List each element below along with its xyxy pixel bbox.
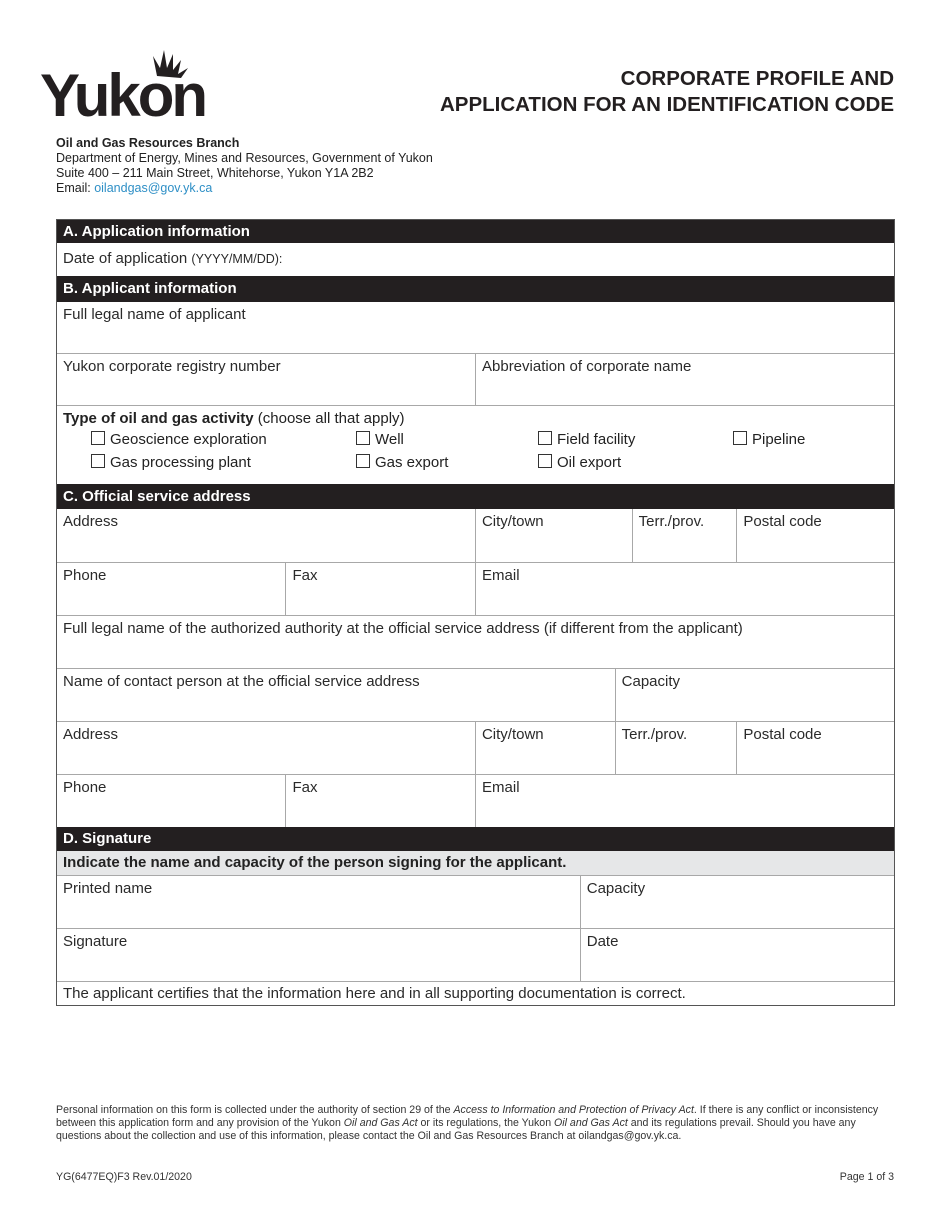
full-name-row [57, 302, 894, 353]
section-c-header: C. Official service address [57, 484, 894, 509]
application-form [56, 219, 895, 1006]
branch-department: Department of Energy, Mines and Resources, Government of Yukon [56, 151, 433, 165]
checkbox-well[interactable] [356, 431, 370, 445]
printed-name-row [57, 875, 894, 928]
date-format-hint: (YYYY/MM/DD): [191, 252, 283, 266]
phone-field[interactable] [57, 563, 285, 615]
signature-instruction: Indicate the name and capacity of the person signing for the applicant. [57, 851, 894, 875]
signer-capacity-label: Capacity [586, 880, 646, 897]
contact-phone-field[interactable] [57, 775, 285, 827]
activity-option-field-facility[interactable] [538, 431, 635, 448]
phone-label: Phone [63, 567, 107, 584]
full-legal-name-field[interactable] [57, 302, 894, 353]
activity-option-gas-export[interactable] [356, 454, 448, 471]
email-label: Email [482, 567, 520, 584]
form-code: YG(6477EQ)F3 Rev.01/2020 [56, 1171, 192, 1183]
contact-postal-code-label: Postal code [743, 726, 822, 743]
checkbox-geoscience[interactable] [91, 431, 105, 445]
contact-city-label: City/town [481, 726, 544, 743]
printed-name-field[interactable] [57, 876, 580, 928]
date-label: Date of application [63, 250, 188, 267]
section-a-header: A. Application information [57, 220, 894, 243]
terr-prov-field[interactable] [632, 509, 737, 562]
registry-number-field[interactable] [57, 354, 475, 405]
contact-person-field[interactable] [57, 669, 615, 721]
privacy-note-part: or its regulations, the Yukon [417, 1117, 555, 1129]
privacy-note-part: . If there is any conflict or inconsistency between this application form and any provision of the Yukon [56, 1104, 879, 1129]
contact-fax-field[interactable] [285, 775, 475, 827]
abbreviation-field[interactable] [475, 354, 894, 405]
email-label: Email: [56, 181, 95, 195]
activity-section [57, 406, 894, 484]
activity-options [63, 429, 888, 475]
activity-label: Type of oil and gas activity [63, 410, 254, 427]
section-d-header: D. Signature [57, 827, 894, 851]
form-title-line2: APPLICATION FOR AN IDENTIFICATION CODE [439, 93, 894, 116]
capacity-field[interactable] [615, 669, 894, 721]
date-row [57, 243, 894, 276]
branch-address: Suite 400 – 211 Main Street, Whitehorse, Yukon Y1A 2B2 [56, 166, 374, 180]
certification-text: The applicant certifies that the information here and in all supporting documentation is correct. [63, 985, 686, 1002]
signature-date-label: Date [586, 933, 619, 950]
full-legal-name-label: Full legal name of applicant [63, 306, 246, 323]
logo-text: Yukon [40, 62, 206, 120]
activity-option-pipeline[interactable] [733, 431, 805, 448]
activity-heading [63, 410, 888, 427]
city-label: City/town [481, 513, 544, 530]
activity-option-geoscience[interactable] [91, 431, 267, 448]
contact-fax-label: Fax [292, 779, 318, 796]
activity-hint: (choose all that apply) [253, 410, 405, 427]
branch-email-link[interactable]: oilandgas@gov.yk.ca [94, 181, 213, 195]
fax-field[interactable] [285, 563, 475, 615]
contact-city-field[interactable] [475, 722, 615, 774]
activity-row [57, 405, 894, 484]
email-field[interactable] [475, 563, 894, 615]
signature-row [57, 928, 894, 981]
contact-phone-label: Phone [63, 779, 107, 796]
contact-phone-row [57, 774, 894, 827]
signature-date-field[interactable] [580, 929, 894, 981]
postal-code-label: Postal code [743, 513, 822, 530]
activity-option-label: Well [375, 431, 404, 448]
branch-name: Oil and Gas Resources Branch [56, 136, 240, 150]
authorized-authority-label: Full legal name of the authorized authority at the official service address (if different from the applicant) [63, 620, 743, 637]
activity-option-gas-processing[interactable] [91, 454, 251, 471]
contact-person-label: Name of contact person at the official service address [63, 673, 420, 690]
contact-terr-prov-label: Terr./prov. [621, 726, 688, 743]
address-label: Address [63, 513, 119, 530]
authorized-authority-field[interactable] [57, 616, 894, 668]
contact-address-label: Address [63, 726, 119, 743]
form-title [440, 66, 894, 118]
checkbox-gas-export[interactable] [356, 454, 370, 468]
service-contact-row [57, 562, 894, 615]
authority-row [57, 615, 894, 668]
postal-code-field[interactable] [736, 509, 894, 562]
signer-capacity-field[interactable] [580, 876, 894, 928]
certification-row [57, 981, 894, 1005]
terr-prov-label: Terr./prov. [638, 513, 705, 530]
checkbox-field-facility[interactable] [538, 431, 552, 445]
page-number: Page 1 of 3 [839, 1171, 894, 1183]
contact-address-field[interactable] [57, 722, 475, 774]
service-address-row [57, 509, 894, 562]
activity-option-label: Oil export [557, 454, 622, 471]
checkbox-gas-processing[interactable] [91, 454, 105, 468]
activity-option-label: Pipeline [752, 431, 806, 448]
form-title-line1: CORPORATE PROFILE AND [620, 67, 894, 90]
privacy-notice [56, 1104, 896, 1143]
city-field[interactable] [475, 509, 632, 562]
privacy-note-part: and its regulations prevail. Should you have any questions about the collection and use of this information, please contact the Oil and Gas Resources Branch at oilandgas@gov.yk.ca. [56, 1117, 856, 1142]
branch-email-line [56, 181, 433, 196]
signature-field[interactable] [57, 929, 580, 981]
registry-number-label: Yukon corporate registry number [63, 358, 281, 375]
fax-label: Fax [292, 567, 318, 584]
registry-row [57, 353, 894, 405]
capacity-label: Capacity [621, 673, 681, 690]
contact-person-row [57, 668, 894, 721]
contact-terr-prov-field[interactable] [615, 722, 737, 774]
contact-postal-code-field[interactable] [736, 722, 894, 774]
contact-email-field[interactable] [475, 775, 894, 827]
yukon-logo [40, 46, 212, 120]
contact-address-row [57, 721, 894, 774]
abbreviation-label: Abbreviation of corporate name [482, 358, 692, 375]
activity-option-label: Gas processing plant [110, 454, 251, 471]
branch-info [56, 136, 433, 196]
activity-option-label: Field facility [557, 431, 636, 448]
signature-label: Signature [63, 933, 128, 950]
oil-gas-act-title: Oil and Gas Act [343, 1117, 418, 1129]
address-field[interactable] [57, 509, 475, 562]
privacy-act-title: Access to Information and Protection of Privacy Act [453, 1104, 694, 1116]
activity-option-oil-export[interactable] [538, 454, 621, 471]
date-of-application-field[interactable] [57, 243, 894, 276]
checkbox-pipeline[interactable] [733, 431, 747, 445]
section-b-header: B. Applicant information [57, 276, 894, 302]
activity-option-well[interactable] [356, 431, 404, 448]
activity-option-label: Geoscience exploration [110, 431, 267, 448]
privacy-note-part: Personal information on this form is collected under the authority of section 29 of the [56, 1104, 454, 1116]
activity-option-label: Gas export [375, 454, 449, 471]
printed-name-label: Printed name [63, 880, 153, 897]
checkbox-oil-export[interactable] [538, 454, 552, 468]
oil-gas-act-title: Oil and Gas Act [554, 1117, 628, 1129]
contact-email-label: Email [482, 779, 520, 796]
